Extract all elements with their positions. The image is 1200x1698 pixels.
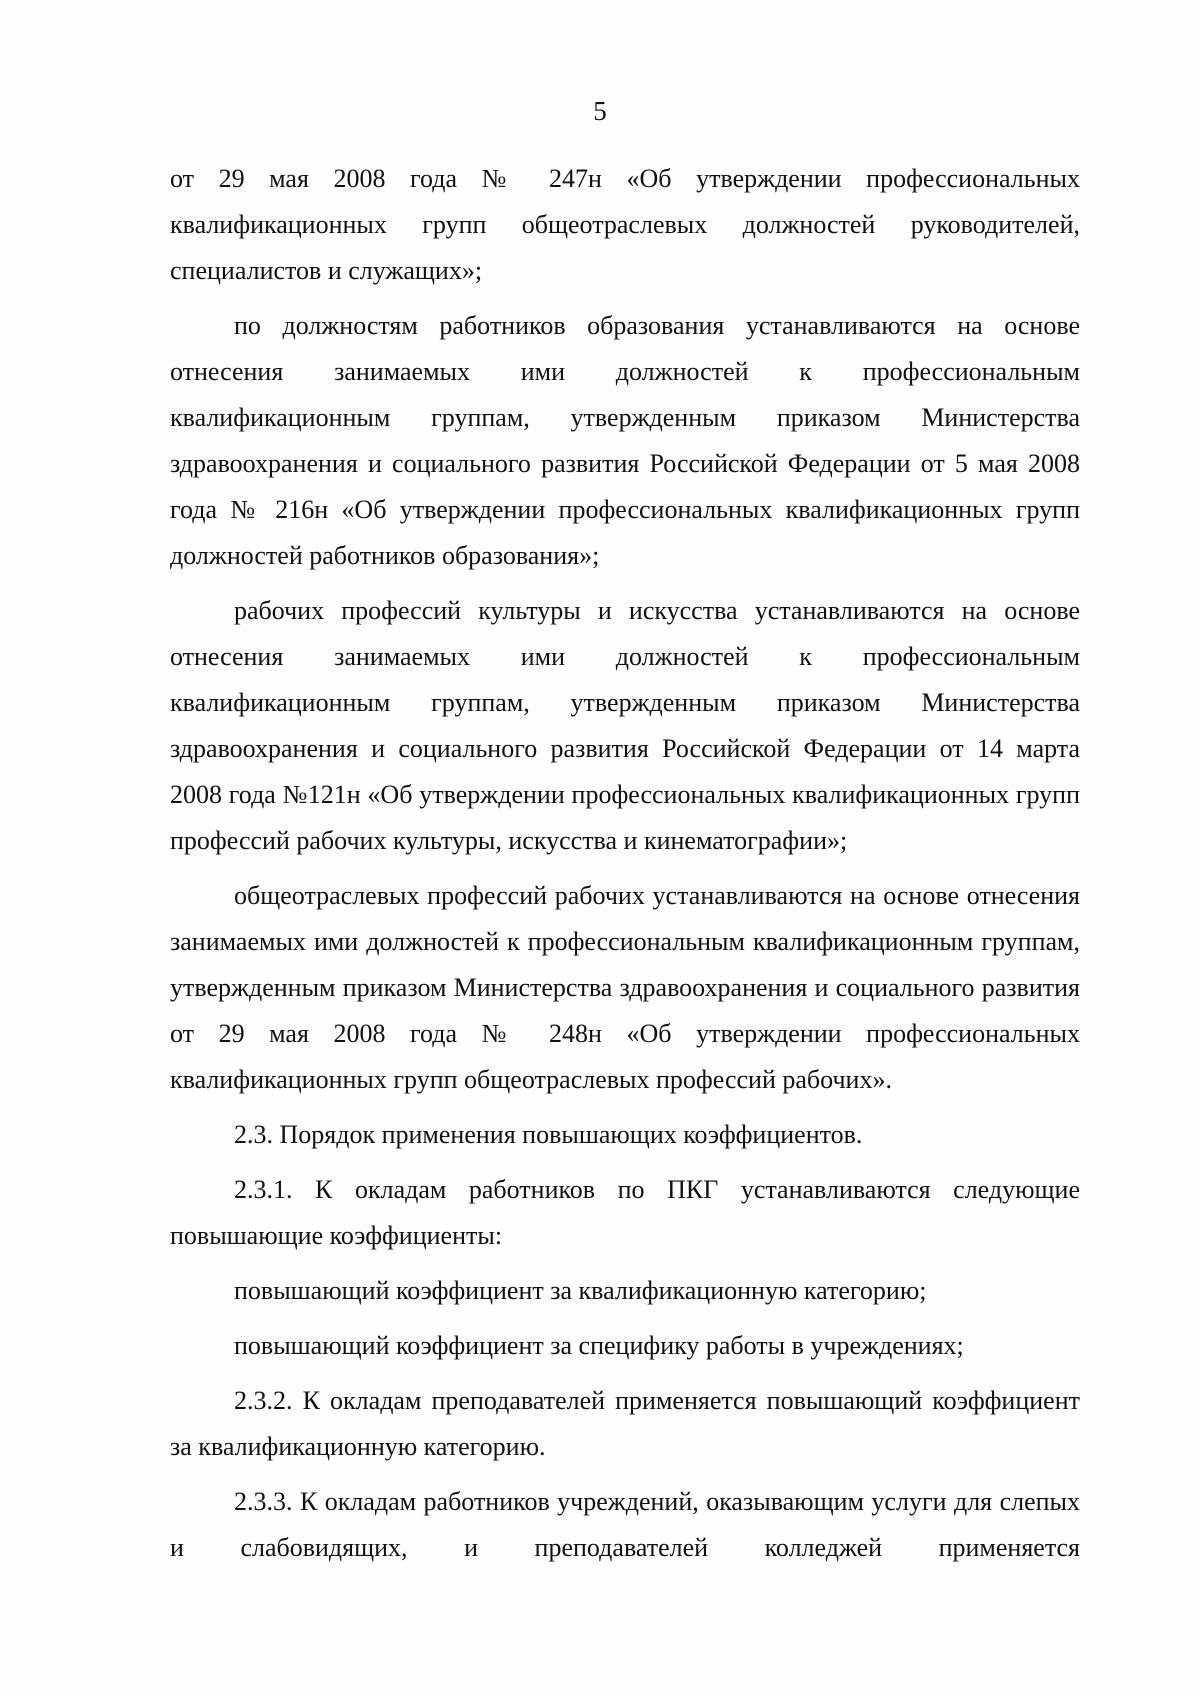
paragraph-education-staff: по должностям работников образования устанавливаются на основе отнесения занимаемых ими должностей к профессиональным квалификационным группам, утвержденным приказом Министерства здравоохранения и социального развития Российской Федерации от 5 мая 2008 года № 216н «Об утверждении профессиональных квалификационных групп должностей работников образования»; xyxy=(170,311,1080,570)
document-body xyxy=(170,156,1080,1571)
paragraph-2-3-2: 2.3.2. К окладам преподавателей применяется повышающий коэффициент за квалификационную категорию. xyxy=(170,1386,1080,1461)
paragraph-2-3-1: 2.3.1. К окладам работников по ПКГ устанавливаются следующие повышающие коэффициенты: xyxy=(170,1175,1080,1250)
section-heading-2-3: 2.3. Порядок применения повышающих коэффициентов. xyxy=(234,1120,863,1149)
list-item-specifics-coefficient: повышающий коэффициент за специфику работы в учреждениях; xyxy=(234,1331,964,1360)
paragraph-general-workers: общеотраслевых профессий рабочих устанавливаются на основе отнесения занимаемых ими должностей к профессиональным квалификационным группам, утвержденным приказом Министерства здравоохранения и социального развития от 29 мая 2008 года № 248н «Об утверждении профессиональных квалификационных групп общеотраслевых профессий рабочих». xyxy=(170,881,1080,1094)
paragraph-culture-workers: рабочих профессий культуры и искусства устанавливаются на основе отнесения занимаемых ими должностей к профессиональным квалификационным группам, утвержденным приказом Министерства здравоохранения и социального развития Российской Федерации от 14 марта 2008 года №121н «Об утверждении профессиональных квалификационных групп профессий рабочих культуры, искусства и кинематографии»; xyxy=(170,596,1080,855)
page-number: 5 xyxy=(593,96,607,126)
paragraph-2-3-3: 2.3.3. К окладам работников учреждений, оказывающим услуги для слепых и слабовидящих, и преподавателей колледжей применяется xyxy=(170,1487,1080,1562)
list-item-qualification-coefficient: повышающий коэффициент за квалификационную категорию; xyxy=(234,1276,927,1305)
paragraph-continuation: от 29 мая 2008 года № 247н «Об утверждении профессиональных квалификационных групп общеотраслевых должностей руководителей, специалистов и служащих»; xyxy=(170,164,1080,285)
